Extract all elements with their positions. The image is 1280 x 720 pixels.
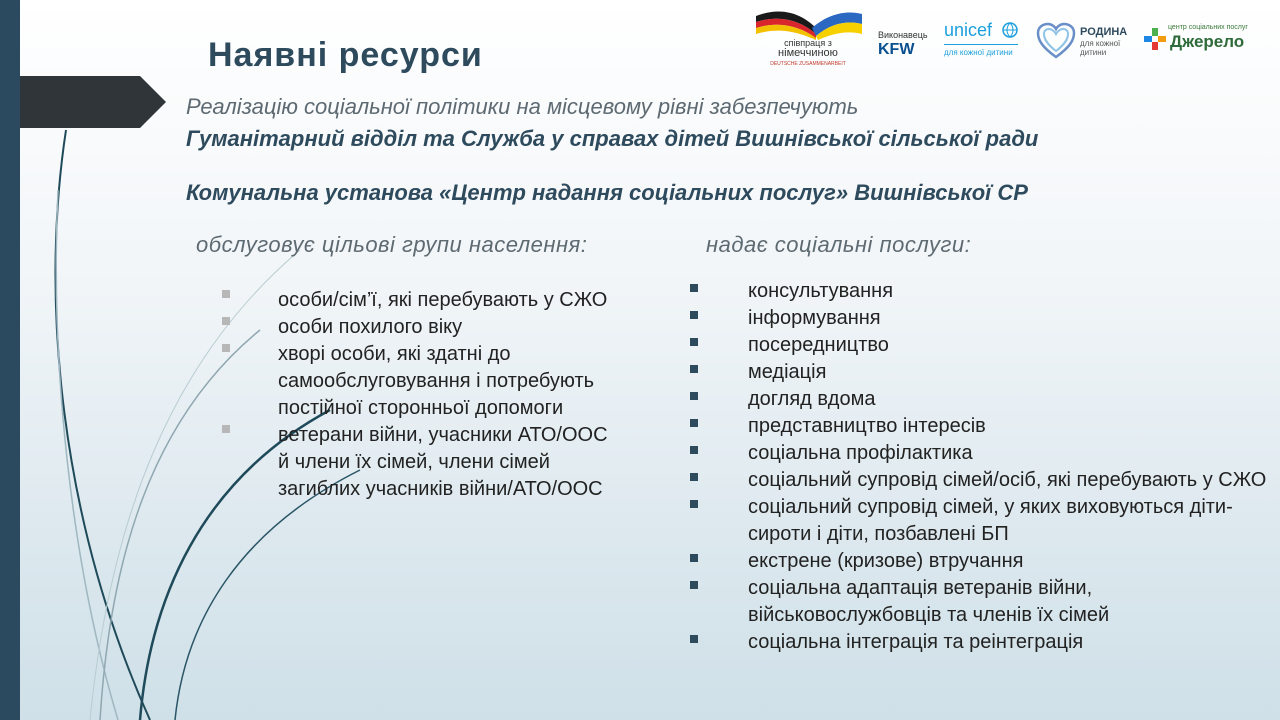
secondary-organization: Комунальна установа «Центр надання соціальних послуг» Вишнівської СР [186, 180, 1028, 205]
dzherelo-name: Джерело [1170, 32, 1245, 51]
list-item: екстрене (кризове) втручання [688, 548, 1273, 575]
kfw-logo [878, 6, 926, 70]
list-item: соціальна інтеграція та реінтеграція [688, 629, 1273, 656]
list-item: особи/сім’ї, які перебувають у СЖО [218, 287, 608, 314]
primary-organization: Гуманітарний відділ та Служба у справах дітей Вишнівської сільської ради [186, 126, 1039, 151]
list-item: хворі особи, які здатні до самообслуговування і потребують постійної сторонньої допомоги [218, 341, 608, 422]
target-groups-list [218, 287, 608, 503]
partner-logos [752, 6, 1272, 70]
kfw-name: KFW [878, 41, 915, 58]
germany-cooperation-logo [752, 6, 864, 70]
globe-icon [1002, 22, 1018, 38]
dzherelo-logo [1144, 6, 1272, 70]
services-heading: надає соціальні послуги: [706, 232, 972, 257]
rodyna-caption-2: дитини [1080, 48, 1107, 57]
germany-logo-line3: DEUTSCHE ZUSAMMENARBEIT [770, 61, 846, 67]
unicef-divider [944, 44, 1018, 45]
unicef-name: unicef [944, 20, 993, 40]
flower-icon [1144, 28, 1166, 50]
list-item: медіація [688, 359, 1273, 386]
kfw-caption: Виконавець [878, 30, 928, 40]
list-item: представництво інтересів [688, 413, 1273, 440]
list-item: догляд вдома [688, 386, 1273, 413]
germany-logo-line1: співпраця з [784, 38, 832, 48]
list-item: ветерани війни, учасники АТО/ООС й члени їх сімей, члени сімей загиблих учасників війни/АТО/ООС [218, 422, 608, 503]
rodyna-name: РОДИНА [1080, 26, 1128, 38]
list-item: соціальна профілактика [688, 440, 1273, 467]
rodyna-caption-1: для кожної [1080, 39, 1121, 48]
rodyna-logo [1036, 6, 1148, 70]
target-groups-heading: обслуговує цільові групи населення: [196, 232, 588, 257]
germany-logo-line2: німеччиною [778, 47, 838, 59]
slide-title: Наявні ресурси [208, 36, 483, 74]
services-list [688, 278, 1273, 656]
list-item: посередництво [688, 332, 1273, 359]
dzherelo-caption: центр соціальних послуг [1168, 24, 1248, 31]
heart-icon [1036, 22, 1076, 60]
list-item: консультування [688, 278, 1273, 305]
slide-subtitle: Реалізацію соціальної політики на місцевому рівні забезпечують [186, 94, 859, 119]
list-item: соціальний супровід сімей/осіб, які перебувають у СЖО [688, 467, 1273, 494]
unicef-logo [944, 6, 1022, 70]
list-item: інформування [688, 305, 1273, 332]
list-item: соціальна адаптація ветеранів війни, військовослужбовців та членів їх сімей [688, 575, 1273, 629]
unicef-caption: для кожної дитини [944, 48, 1013, 57]
list-item: соціальний супровід сімей, у яких виховуються діти-сироти і діти, позбавлені БП [688, 494, 1273, 548]
list-item: особи похилого віку [218, 314, 608, 341]
flags-wave-icon [752, 6, 864, 40]
